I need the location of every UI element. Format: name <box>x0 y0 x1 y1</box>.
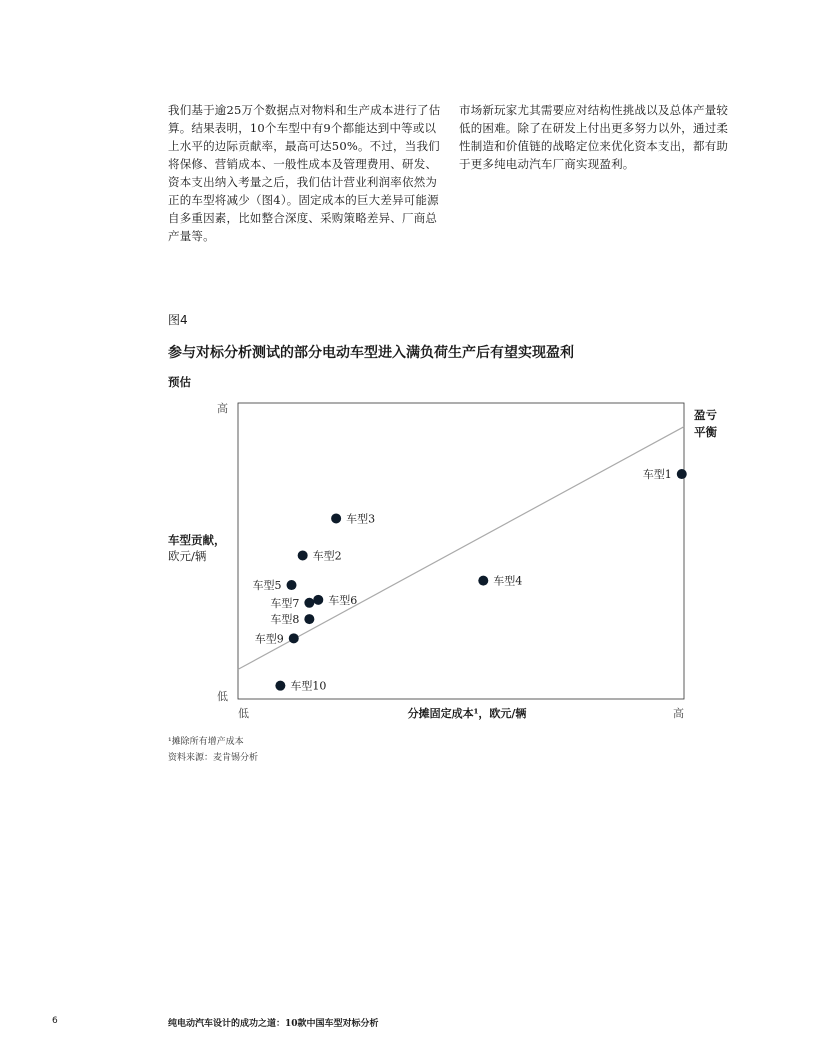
data-point-label-9: 车型9 <box>254 632 284 646</box>
running-title: 纯电动汽车设计的成功之道：10款中国车型对标分析 <box>168 1019 379 1029</box>
breakeven-line <box>238 427 684 670</box>
data-point-label-4: 车型4 <box>493 574 523 588</box>
body-text-right: 市场新玩家尤其需要应对结构性挑战以及总体产量较低的困难。除了在研发上付出更多努力以外，通过柔性制造和价值链的战略定位来优化资本支出，都有助于更多纯电动汽车厂商实现盈利。 <box>459 103 729 171</box>
data-point-7 <box>304 598 314 608</box>
data-point-10 <box>275 681 285 691</box>
y-axis-label-line2: 欧元/辆 <box>168 549 207 563</box>
data-point-label-6: 车型6 <box>328 593 358 607</box>
x-axis-label: 分摊固定成本¹，欧元/辆 <box>407 707 527 720</box>
data-point-2 <box>298 550 308 560</box>
breakeven-label-line2: 平衡 <box>694 425 717 439</box>
data-point-label-10: 车型10 <box>290 679 327 693</box>
data-points <box>253 467 687 693</box>
y-tick-low: 低 <box>217 690 228 703</box>
breakeven-label-line1: 盈亏 <box>694 408 717 422</box>
data-point-label-5: 车型5 <box>252 579 282 593</box>
figure-number: 图4 <box>168 313 188 327</box>
data-point-3 <box>331 513 341 523</box>
data-point-label-2: 车型2 <box>312 549 342 563</box>
body-text-left: 我们基于逾25万个数据点对物料和生产成本进行了估算。结果表明，10个车型中有9个都能达到中等或以上水平的边际贡献率，最高可达50%。不过，当我们将保修、营销成本、一般性成本及管理费用、研发、资本支出纳入考量之后，我们估计营业利润率依然为正的车型将减少（图4）。固定成本的巨大差异可能源自多重因素，比如整合深度、采购策略差异、厂商总产量等。 <box>168 103 441 243</box>
figure-title: 参与对标分析测试的部分电动车型进入满负荷生产后有望实现盈利 <box>168 345 574 361</box>
x-tick-low: 低 <box>238 707 249 720</box>
data-point-label-8: 车型8 <box>270 613 300 627</box>
data-point-label-7: 车型7 <box>270 596 300 610</box>
data-point-4 <box>478 576 488 586</box>
footnote-1: ¹摊除所有增产成本 <box>168 737 244 747</box>
data-point-8 <box>304 614 314 624</box>
source-note: 资料来源：麦肯锡分析 <box>168 753 259 763</box>
data-point-9 <box>289 633 299 643</box>
data-point-1 <box>677 469 687 479</box>
data-point-5 <box>287 580 297 590</box>
figure-subtitle: 预估 <box>168 375 191 389</box>
y-axis-label-line1: 车型贡献， <box>168 533 226 547</box>
x-tick-high: 高 <box>673 707 684 720</box>
page-number: 6 <box>52 1016 58 1026</box>
data-point-label-3: 车型3 <box>346 512 376 526</box>
data-point-6 <box>313 595 323 605</box>
data-point-label-1: 车型1 <box>642 468 672 482</box>
y-tick-high: 高 <box>217 402 228 415</box>
